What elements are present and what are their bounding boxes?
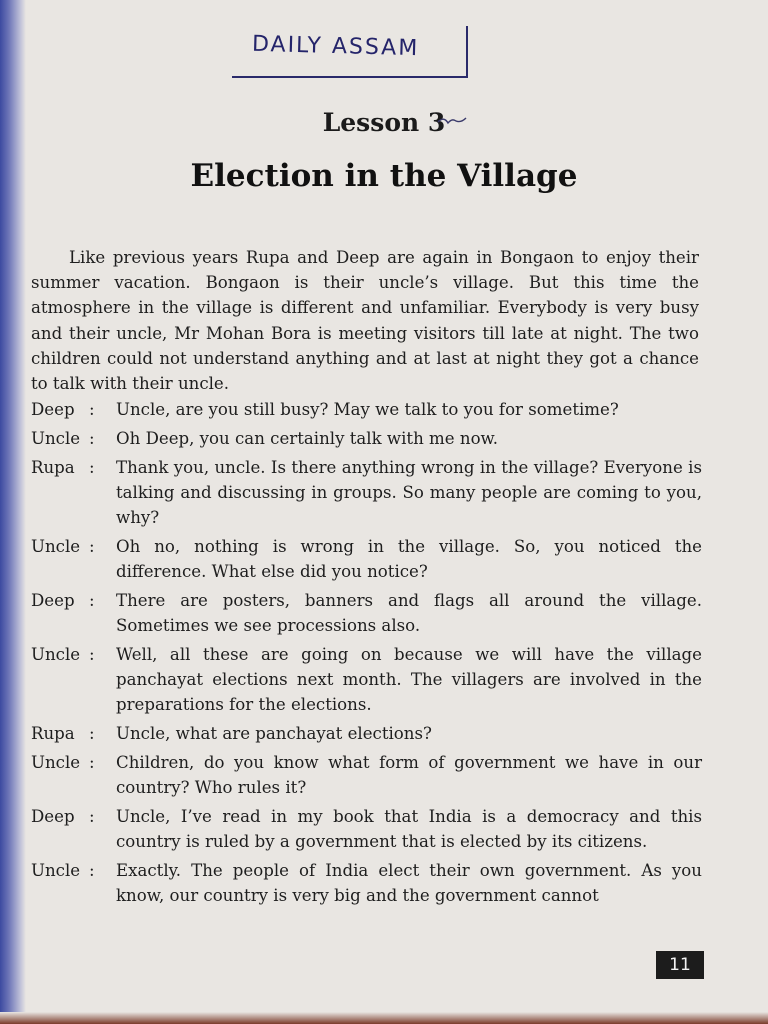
dialogue-line (31, 397, 702, 422)
speaker: Deep (31, 807, 75, 826)
stamp-text: DAILY ASSAM (251, 31, 420, 62)
book-binding (0, 0, 26, 1024)
colon: : (89, 807, 95, 826)
dialogue-line (31, 534, 702, 584)
pen-tick-icon (436, 114, 468, 130)
speaker: Uncle (31, 429, 81, 448)
speech: Well, all these are going on because we will have the village panchayat elections next month. The villagers are involved in the preparations for the elections. (116, 645, 702, 714)
colon: : (89, 753, 95, 772)
colon: : (89, 537, 95, 556)
dialogue-line (31, 858, 702, 908)
dialogue-line (31, 804, 702, 854)
dialogue-line (31, 455, 702, 530)
speaker: Deep (31, 400, 75, 419)
speech: Children, do you know what form of government we have in our country? Who rules it? (116, 753, 702, 797)
speech: Thank you, uncle. Is there anything wrong in the village? Everyone is talking and discussing in groups. So many people are coming to you, why? (116, 458, 702, 527)
colon: : (89, 861, 95, 880)
speaker: Rupa (31, 458, 75, 477)
colon: : (89, 591, 95, 610)
speech: Uncle, I’ve read in my book that India is a democracy and this country is ruled by a government that is elected by its citizens. (116, 807, 702, 851)
lesson-number: Lesson 3 (322, 108, 446, 137)
speech: Uncle, what are panchayat elections? (116, 724, 432, 743)
dialogue-line (31, 642, 702, 717)
dialogue-line (31, 588, 702, 638)
speaker: Uncle (31, 753, 81, 772)
colon: : (89, 429, 95, 448)
speech: Oh no, nothing is wrong in the village. So, you noticed the difference. What else did you notice? (116, 537, 702, 581)
colon: : (89, 645, 95, 664)
speech: Oh Deep, you can certainly talk with me now. (116, 429, 499, 448)
dialogue-line (31, 721, 702, 746)
speaker: Rupa (31, 724, 75, 743)
speaker: Uncle (31, 645, 81, 664)
intro-paragraph: Like previous years Rupa and Deep are again in Bongaon to enjoy their summer vacation. Bongaon is their uncle’s village. But this time the atmosphere in the village is different and unfamiliar. Everybody is very busy and their uncle, Mr Mohan Bora is meeting visitors till late at night. The two children could not understand anything and at last at night they got a chance to talk with their uncle. (31, 248, 699, 394)
speaker: Uncle (31, 861, 81, 880)
speech: Exactly. The people of India elect their own government. As you know, our country is very big and the government cannot (116, 861, 702, 905)
dialogue (31, 397, 702, 908)
dialogue-line (31, 426, 702, 451)
page-number: 11 (656, 951, 704, 979)
speaker: Deep (31, 591, 75, 610)
colon: : (89, 400, 95, 419)
speech: Uncle, are you still busy? May we talk to you for sometime? (116, 400, 619, 419)
handwritten-stamp (232, 26, 468, 78)
dialogue-line (31, 750, 702, 800)
colon: : (89, 458, 95, 477)
colon: : (89, 724, 95, 743)
page-title: Election in the Village (190, 158, 578, 194)
page-bottom-edge (0, 1012, 768, 1024)
speech: There are posters, banners and flags all around the village. Sometimes we see processions also. (116, 591, 702, 635)
speaker: Uncle (31, 537, 81, 556)
